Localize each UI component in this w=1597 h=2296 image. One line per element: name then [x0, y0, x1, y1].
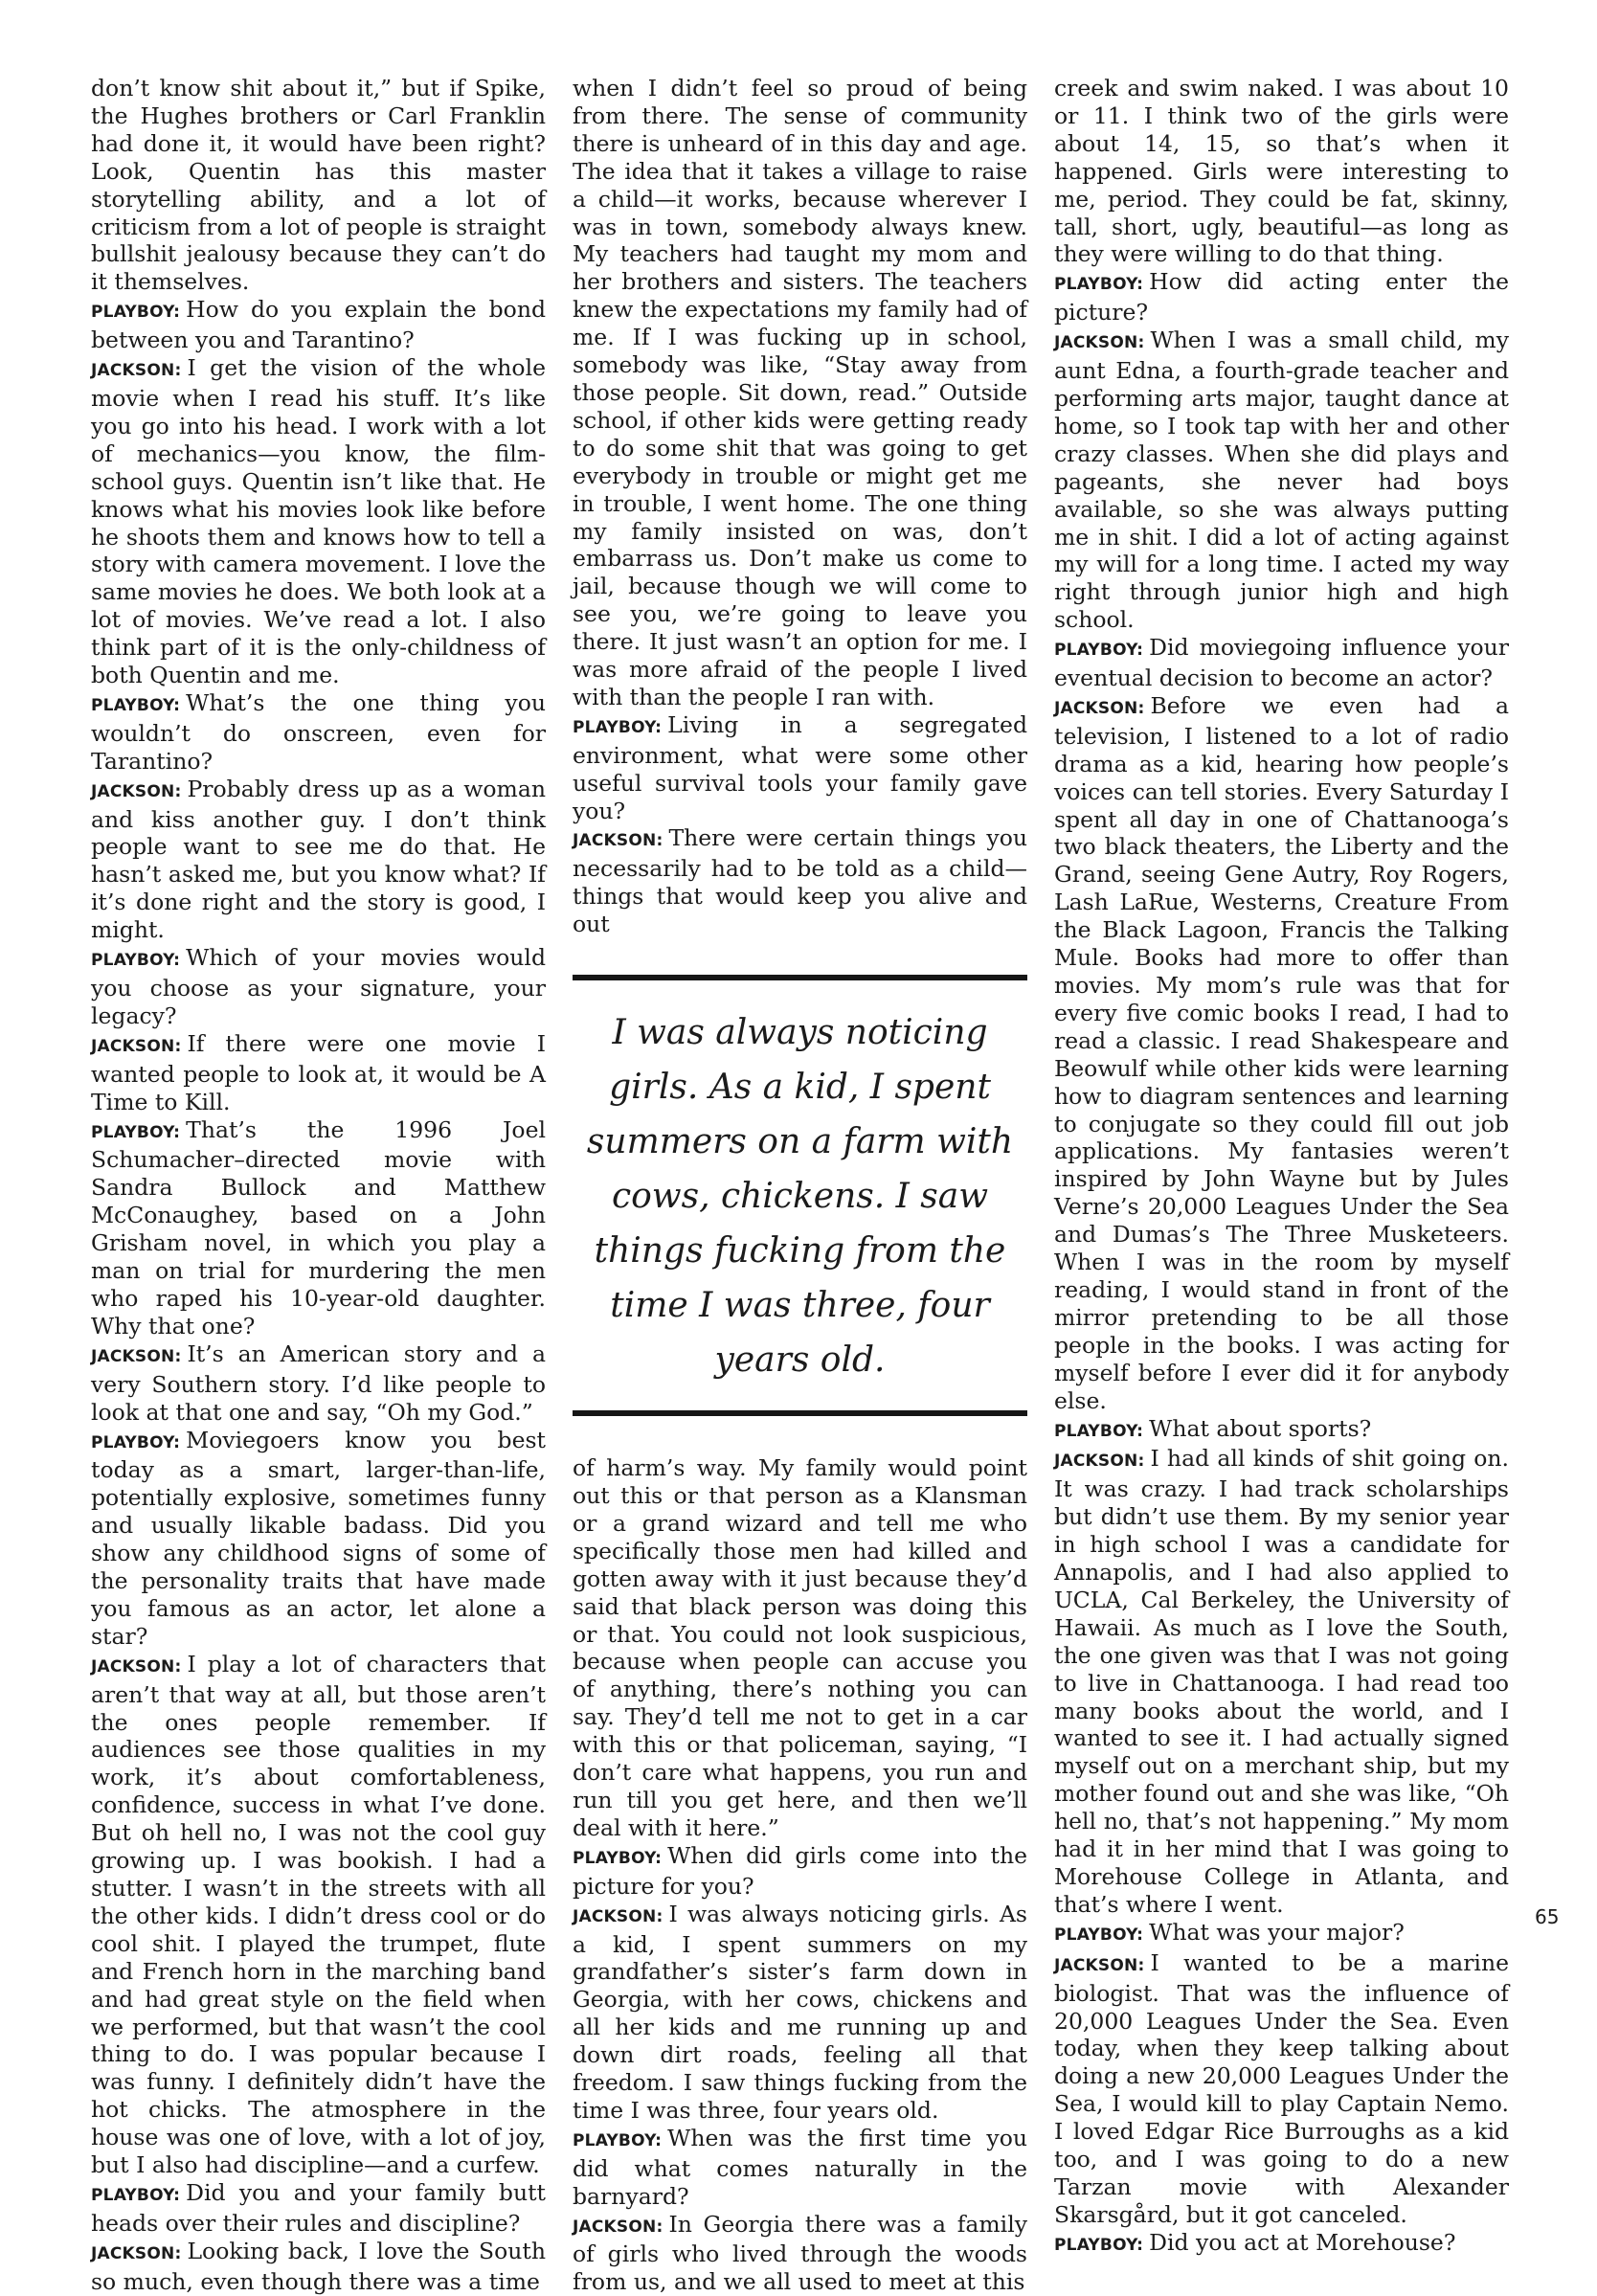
speaker-label: PLAYBOY:	[91, 1432, 181, 1452]
paragraph: PLAYBOY: Did you and your family butt heads over their rules and discipline?	[91, 2178, 546, 2237]
paragraph: when I didn’t feel so proud of being from there. The sense of community there is unheard of in this day and age. The idea that it takes a village to raise a child—it works, because wherever I was in town, somebody always knew. My teachers had taught my mom and her brothers and sisters. The teachers knew the expectations my family had of me. If I was fucking up in school, somebody was like, “Stay away from those people. Sit down, read.” Outside school, if other kids were getting ready to do some shit that was going to get everybody in trouble or might get me in trouble, I went home. The one thing my family insisted on was, don’t embarrass us. Don’t make us come to jail, because though we will come to see you, we’re going to leave you there. It just wasn’t an option for me. I was more afraid of the people I lived with than the people I ran with.	[573, 75, 1027, 710]
paragraph: PLAYBOY: Did you act at Morehouse?	[1054, 2228, 1456, 2256]
paragraph: JACKSON: I get the vision of the whole movie when I read his stuff. It’s like you go into his head. I work with a lot of mechanics—you know, the film-school guys. Quentin isn’t like that. He knows what his movies look like before he shoots them and knows how to tell a story with camera movement. I love the same movies he does. We both look at a lot of movies. We’ve read a lot. I also think part of it is the only-childness of both Quentin and me.	[91, 354, 546, 689]
paragraph: PLAYBOY: What’s the one thing you wouldn’t do onscreen, even for Tarantino?	[91, 688, 546, 775]
speaker-label: PLAYBOY:	[91, 303, 181, 323]
speaker-label: JACKSON:	[1054, 1452, 1145, 1472]
speaker-label: PLAYBOY:	[1054, 1925, 1144, 1945]
paragraph: PLAYBOY: Moviegoers know you best today as a smart, larger-than-life, potentially explosive, sometimes funny and usually likable badass. Did you show any childhood signs of some of the personality traits that have made you famous as an actor, let alone a star?	[91, 1426, 546, 1650]
speaker-label: PLAYBOY:	[1054, 2235, 1144, 2255]
pull-quote: I was always noticing girls. As a kid, I spent summers on a farm with cows, chickens. I saw things fucking from the time I was three, four years old.	[573, 975, 1027, 1416]
speaker-label: JACKSON:	[91, 361, 182, 381]
speaker-label: PLAYBOY:	[91, 695, 181, 715]
paragraph: PLAYBOY: That’s the 1996 Joel Schumacher–directed movie with Sandra Bullock and Matthew McConaughey, based on a John Grisham novel, in which you play a man on trial for murdering the men who raped his 10-year-old daughter. Why that one?	[91, 1115, 546, 1339]
text-column-left	[91, 75, 546, 2296]
speaker-label: JACKSON:	[91, 781, 182, 801]
page-number: 65	[1535, 1905, 1560, 1928]
speaker-label: JACKSON:	[91, 2243, 182, 2263]
paragraph: PLAYBOY: What about sports?	[1054, 1414, 1372, 1442]
speaker-label: PLAYBOY:	[91, 951, 181, 971]
speaker-label: PLAYBOY:	[1054, 275, 1144, 295]
speaker-label: PLAYBOY:	[1054, 641, 1144, 661]
paragraph: PLAYBOY: When was the first time you did what comes naturally in the barnyard?	[573, 2124, 1027, 2210]
speaker-label: PLAYBOY:	[91, 1122, 181, 1142]
paragraph: JACKSON: Looking back, I love the South so much, even though there was a time	[91, 2237, 546, 2295]
speaker-label: JACKSON:	[1054, 698, 1145, 718]
speaker-label: JACKSON:	[573, 831, 664, 851]
paragraph: PLAYBOY: How do you explain the bond between you and Tarantino?	[91, 296, 546, 354]
paragraph: JACKSON: If there were one movie I wanted people to look at, it would be A Time to Kill.	[91, 1029, 546, 1115]
paragraph: PLAYBOY: Did moviegoing influence your eventual decision to become an actor?	[1054, 634, 1509, 692]
paragraph: JACKSON: When I was a small child, my aunt Edna, a fourth-grade teacher and performing arts major, taught dance at home, so I took tap with her and other crazy classes. When she did plays and pageants, she never had boys available, so she was always putting me in shit. I did a lot of acting against my will for a long time. I acted my way right through junior high and high school.	[1054, 326, 1509, 634]
paragraph: PLAYBOY: Which of your movies would you choose as your signature, your legacy?	[91, 944, 546, 1029]
paragraph: JACKSON: I had all kinds of shit going on. It was crazy. I had track scholarships but didn’t use them. By my senior year in high school I was a candidate for Annapolis, and I had also applied to UCLA, Cal Berkeley, the University of Hawaii. As much as I love the South, the one given was that I was not going to live in Chattanooga. I had read too many books about the world, and I wanted to see it. I had actually signed myself out on a merchant ship, but my mother found out and she was like, “Oh hell no, that’s not happening.” My mom had it in her mind that I was going to Morehouse College in Atlanta, and that’s where I went.	[1054, 1445, 1509, 1918]
paragraph: PLAYBOY: When did girls come into the picture for you?	[573, 1841, 1027, 1900]
text-column-right	[1054, 75, 1509, 2260]
paragraph: don’t know shit about it,” but if Spike, the Hughes brothers or Carl Franklin had done it, it would have been right? Look, Quentin has this master storytelling ability, and a lot of criticism from a lot of people is straight bullshit jealousy because they can’t do it themselves.	[91, 75, 546, 296]
speaker-label: JACKSON:	[91, 1656, 182, 1677]
paragraph: JACKSON: I wanted to be a marine biologist. That was the influence of 20,000 Leagues Under the Sea. Even today, when they keep talking about doing a new 20,000 Leagues Under the Sea, I would kill to play Captain Nemo. I loved Edgar Rice Burroughs as a kid too, and I was going to do a new Tarzan movie with Alexander Skarsgård, but it got canceled.	[1054, 1948, 1509, 2228]
speaker-label: PLAYBOY:	[1054, 1421, 1144, 1441]
speaker-label: JACKSON:	[91, 1346, 182, 1366]
speaker-label: JACKSON:	[91, 1036, 182, 1056]
speaker-label: PLAYBOY:	[91, 2185, 181, 2205]
text-column-middle	[573, 75, 1027, 2296]
speaker-label: JACKSON:	[1054, 333, 1145, 353]
speaker-label: PLAYBOY:	[573, 2130, 663, 2150]
paragraph: of harm’s way. My family would point out this or that person as a Klansman or a grand wizard and tell me who specifically those men had killed and gotten away with it just because they’d said that black person was doing this or that. You could not look suspicious, because when people can accuse you of anything, there’s nothing you can say. They’d tell me not to get in a car with this or that policeman, saying, “I don’t care what happens, you run and run till you get here, and then we’ll deal with it here.”	[573, 1454, 1027, 1841]
paragraph: JACKSON: I play a lot of characters that aren’t that way at all, but those aren’t the ones people remember. If audiences see those qualities in my work, it’s about comfortableness, confidence, success in what I’ve done. But oh hell no, I was not the cool guy growing up. I was bookish. I had a stutter. I wasn’t in the streets with all the other kids. I didn’t dress cool or do cool shit. I played the trumpet, flute and French horn in the marching band and had great style on the field when we performed, but that wasn’t the cool thing to do. I was popular because I was funny. I definitely didn’t have the hot chicks. The atmosphere in the house was one of love, with a lot of joy, but I also had discipline—and a curfew.	[91, 1650, 546, 2179]
speaker-label: PLAYBOY:	[573, 717, 663, 737]
paragraph: PLAYBOY: Living in a segregated environment, what were some other useful survival tools your family gave you?	[573, 710, 1027, 824]
paragraph: JACKSON: It’s an American story and a very Southern story. I’d like people to look at that one and say, “Oh my God.”	[91, 1339, 546, 1426]
paragraph: PLAYBOY: What was your major?	[1054, 1918, 1405, 1946]
speaker-label: PLAYBOY:	[573, 1848, 663, 1868]
speaker-label: JACKSON:	[1054, 1955, 1145, 1975]
speaker-label: JACKSON:	[573, 1906, 664, 1926]
paragraph: PLAYBOY: How did acting enter the picture?	[1054, 268, 1509, 326]
paragraph: creek and swim naked. I was about 10 or 11. I think two of the girls were about 14, 15, so that’s when it happened. Girls were interesting to me, period. They could be fat, skinny, tall, short, ugly, beautiful—as long as they were willing to do that thing.	[1054, 75, 1509, 268]
paragraph: JACKSON: Probably dress up as a woman and kiss another guy. I don’t think people want to see me do that. He hasn’t asked me, but you know what? If it’s done right and the story is good, I might.	[91, 775, 546, 944]
paragraph: JACKSON: In Georgia there was a family of girls who lived through the woods from us, and we all used to meet at this	[573, 2210, 1027, 2296]
paragraph: JACKSON: Before we even had a television, I listened to a lot of radio drama as a kid, hearing how people’s voices can tell stories. Every Saturday I spent all day in one of Chattanooga’s two black theaters, the Liberty and the Grand, seeing Gene Autry, Roy Rogers, Lash LaRue, Westerns, Creature From the Black Lagoon, Francis the Talking Mule. Books had more to offer than movies. My mom’s rule was that for every five comic books I read, I had to read a classic. I read Shakespeare and Beowulf while other kids were learning how to diagram sentences and learning to conjugate so they could fill out job applications. My fantasies weren’t inspired by John Wayne but by Jules Verne’s 20,000 Leagues Under the Sea and Dumas’s The Three Musketeers. When I was in the room by myself reading, I would stand in front of the mirror pretending to be all those people in the books. I was acting for myself before I ever did it for anybody else.	[1054, 691, 1509, 1414]
speaker-label: JACKSON:	[573, 2217, 664, 2237]
paragraph: JACKSON: There were certain things you necessarily had to be told as a child—things that would keep you alive and out	[573, 824, 1027, 938]
paragraph: JACKSON: I was always noticing girls. As a kid, I spent summers on my grandfather’s sister’s farm down in Georgia, with her cows, chickens and all her kids and me running up and down dirt roads, feeling all that freedom. I saw things fucking from the time I was three, four years old.	[573, 1900, 1027, 2124]
